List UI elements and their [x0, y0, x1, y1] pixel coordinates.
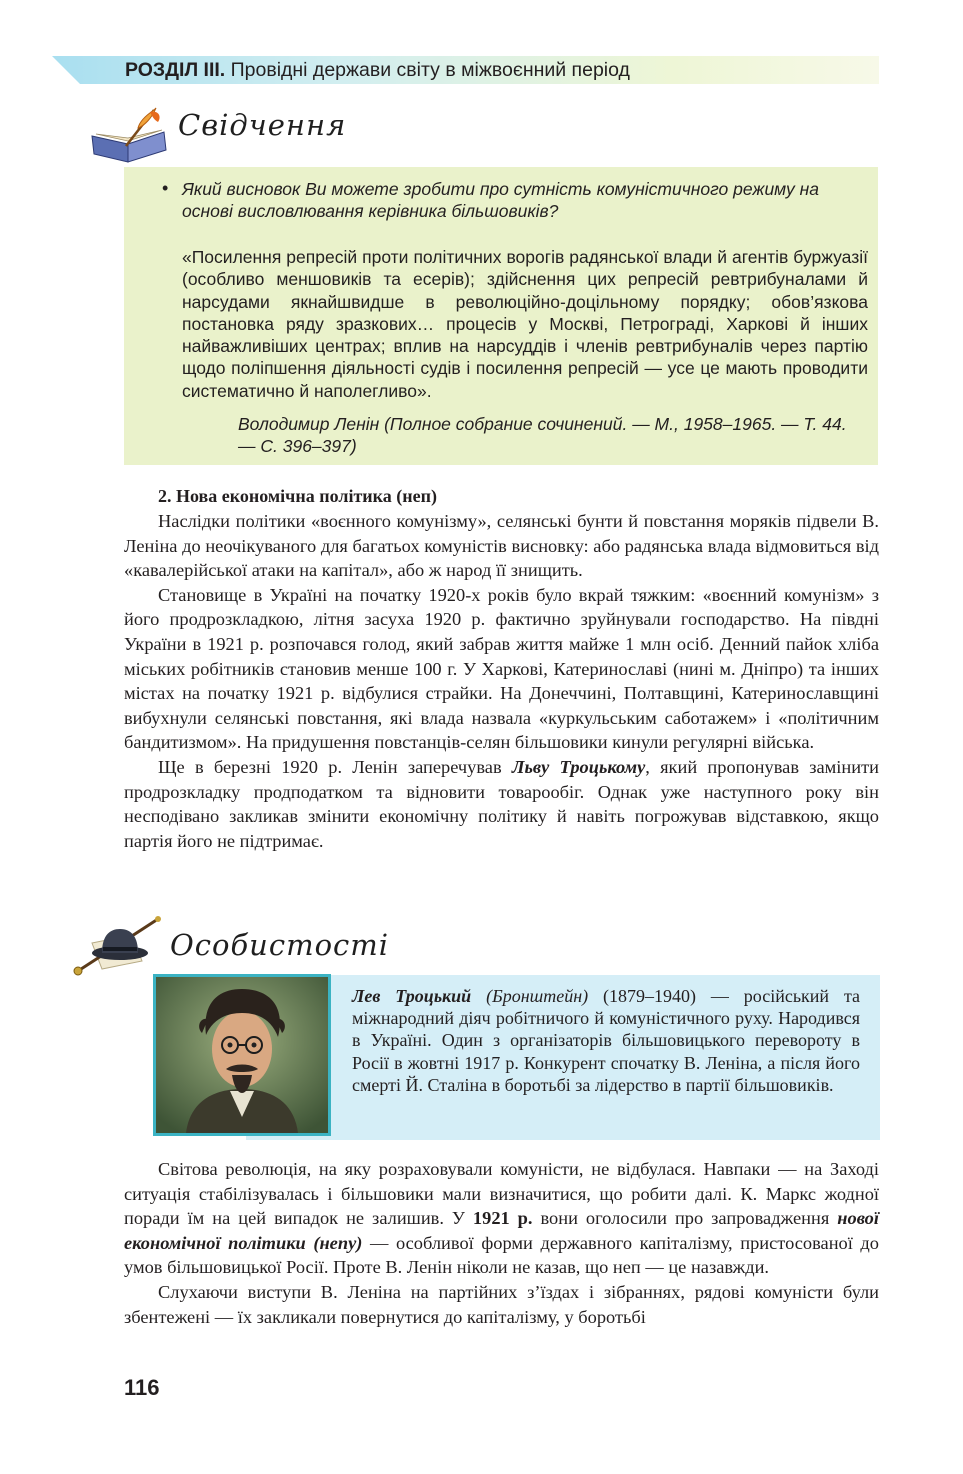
text-run: — особливої форми державного капіталізму, пристосованої до умов більшовицької Росії. Проте В. Ленін ніколи не казав, що неп — це назавжди.: [124, 1232, 879, 1278]
hat-cane-icon: [72, 913, 172, 977]
portrait-image: [156, 977, 328, 1133]
evidence-question: Який висновок Ви можете зробити про сутність комуністичного режиму на основі висловлювання керівника більшовиків?: [182, 179, 819, 221]
paragraph: Наслідки політики «воєнного комунізму», селянські бунти й повстання моряків підвели В. Леніна до неочікуваного для багатьох комуністів висновку: або радянська влада відмовиться від «кавалерійської атаки на капітал», або ж народ її знищить.: [124, 511, 879, 581]
year-bold: 1921 р.: [472, 1208, 533, 1229]
quote-attribution: Володимир Ленін (Полное собрание сочинений. — М., 1958–1965. — Т. 44. — С. 396–397): [238, 414, 847, 456]
main-text-continued: [124, 1157, 879, 1329]
subsection-title: 2. Нова економічна політика (неп): [158, 486, 437, 506]
paragraph: [124, 755, 879, 853]
book-quill-icon: [88, 106, 170, 164]
biography: [352, 985, 860, 1096]
term-bold: Льву Троцькому: [511, 756, 646, 777]
main-text: [124, 509, 879, 853]
section-header: [125, 59, 630, 82]
page-number: 116: [124, 1375, 160, 1400]
text-run: вони оголосили про запровадження: [532, 1208, 838, 1229]
paragraph: Слухаючи виступи В. Леніна на партійних з’їздах і зібраннях, рядові комуністи були збентежені — їх закликали повернутися до капіталізму, у боротьбі: [124, 1281, 879, 1327]
section-title: Провідні держави світу в міжвоєнний період: [230, 59, 630, 81]
evidence-heading: Свідчення: [178, 108, 347, 142]
personalities-heading: Особистості: [170, 928, 390, 962]
text-run: Світова революція, на яку розраховували комуністи, не відбулася. Навпаки — на Заході ситуація стабілізувалась і більшовики мали визначитися, що робити далі. К. Маркс жодної поради їм на цей випадок не залишив. У: [124, 1159, 879, 1229]
biography-text: (1879–1940) — російський та міжнародний діяч робітничого й комуністичного руху. Народився в Україні. Один з організаторів більшовицького перевороту в Росії в жовтні 1917 р. Конкурент спочатку В. Леніна, а після його смерті Й. Сталіна в боротьбі за лідерство в партії більшовиків.: [352, 986, 861, 1095]
paragraph: [124, 1157, 879, 1280]
term-bold: нової економічної політики (непу): [124, 1208, 879, 1253]
section-number: РОЗДІЛ III.: [125, 59, 226, 81]
paragraph: Становище в Україні на початку 1920-х років було вкрай тяжким: «воєнний комунізм» з його продрозкладкою, літня засуха 1920 р. фактично зруйнували господарство. На півдні України в 1921 р. розпочався голод, який забрав життя майже 1 млн осіб. Денний пайок хліба міських робітників становив менше 100 г. У Харкові, Катеринославі (нині м. Дніпро) та інших містах на початку 1921 р. відбулися страйки. На Донеччині, Полтавщині, Катеринославщині вибухнули селянські повстання, які влада назвала «куркульським саботажем» і «політичним бандитизмом». На придушення повстанців-селян більшовики кинули регулярні війська.: [124, 584, 879, 753]
text-run: , який пропонував замінити продрозкладку продподатком та відновити товарообіг. Однак уже наступного року він несподівано закликав змінити економічну політику й навіть погрожував відставкою, якщо партія його не підтримає.: [124, 756, 879, 851]
bullet-marker: •: [162, 178, 169, 198]
text-run: Ще в березні 1920 р. Ленін заперечував: [158, 756, 512, 777]
evidence-quote: «Посилення репресій проти політичних ворогів радянської влади й агентів буржуазії (особливо меншовиків та есерів); здійснення цих репресій ревтрибуналами й нарсудами якнайшвидше в революційно-доцільному порядку; обов’язкова постановка ряду зразкових… процесів у Москві, Петрограді, Харкові й інших найважливіших центрах; вплив на нарсуддів і членів ревтрибуналів через партію щодо поліпшення діяльності судів і посилення репресій — усе це мають проводити систематично й наполегливо».: [182, 247, 868, 401]
person-name: Лев Троцький: [352, 986, 472, 1006]
person-real-name: (Бронштейн): [486, 986, 589, 1006]
trotsky-portrait: [153, 974, 331, 1136]
